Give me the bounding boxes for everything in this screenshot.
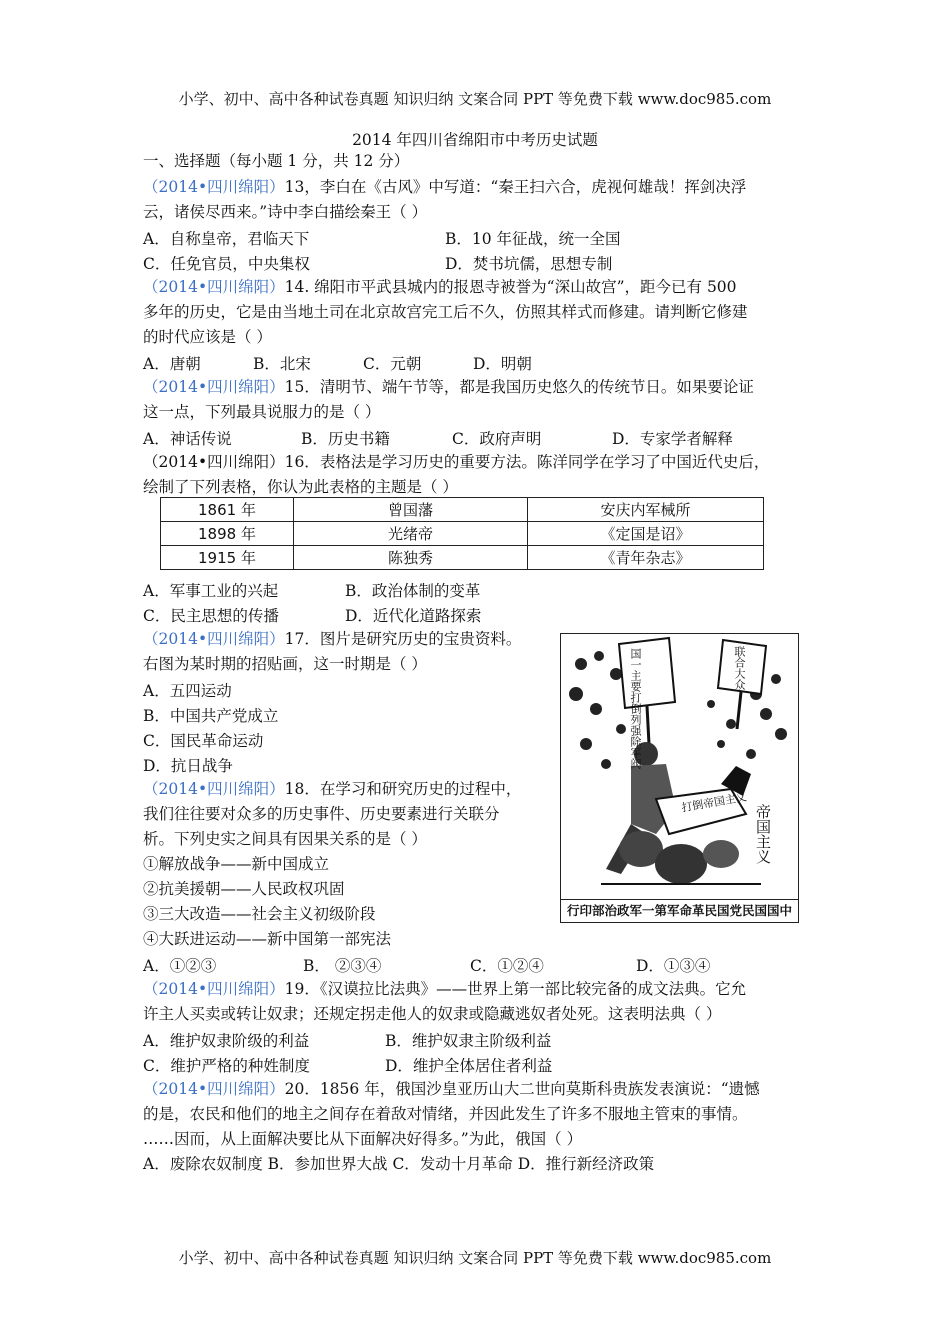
table-cell: 《青年杂志》 <box>528 546 764 570</box>
q17-source: （2014•四川绵阳） <box>143 630 285 648</box>
q14-line-1 <box>143 277 737 297</box>
q20-text-1: 20．1856 年，俄国沙皇亚历山大二世向莫斯科贵族发表演说：“遗憾 <box>284 1080 760 1098</box>
q16-option-a[interactable]: A．军事工业的兴起 <box>143 582 279 600</box>
table-row <box>161 498 764 522</box>
q17-text-1: 17．图片是研究历史的宝贵资料。 <box>284 630 522 648</box>
q19-text-1: 19．《汉谟拉比法典》——世界上第一部比较完备的成文法典。它允 <box>284 980 747 998</box>
poster-banner: 打倒帝国主义 <box>680 790 748 815</box>
q18-source: （2014•四川绵阳） <box>143 780 285 798</box>
q17-line-1 <box>143 629 521 649</box>
q15-text-1: 15．清明节、端午节等，都是我国历史悠久的传统节日。如果要论证 <box>284 378 754 396</box>
table-cell: 1915 年 <box>161 546 294 570</box>
q17-option-b[interactable]: B．中国共产党成立 <box>143 707 279 725</box>
q18-option-a[interactable]: A．①②③ <box>143 957 217 975</box>
q18-item-2: ②抗美援朝——人民政权巩固 <box>143 880 345 898</box>
q19-line-1 <box>143 979 746 999</box>
q14-option-a[interactable]: A．唐朝 <box>143 355 201 373</box>
table-cell: 曾国藩 <box>294 498 528 522</box>
q14-line-2: 多年的历史，它是由当地土司在北京故宫完工后不久，仿照其样式而修建。请判断它修建 <box>143 303 748 321</box>
q13-option-a[interactable]: A．自称皇帝，君临天下 <box>143 230 310 248</box>
q18-option-d[interactable]: D．①③④ <box>636 957 711 975</box>
q18-item-4: ④大跃进运动——新中国第一部宪法 <box>143 930 392 948</box>
q13-option-d[interactable]: D．焚书坑儒，思想专制 <box>445 255 613 273</box>
q20-line-1 <box>143 1079 760 1099</box>
q14-option-b[interactable]: B．北宋 <box>253 355 311 373</box>
q15-option-c[interactable]: C．政府声明 <box>452 430 542 448</box>
q15-option-a[interactable]: A．神话传说 <box>143 430 232 448</box>
q16-option-c[interactable]: C．民主思想的传播 <box>143 607 279 625</box>
table-cell: 《定国是诏》 <box>528 522 764 546</box>
q14-option-d[interactable]: D．明朝 <box>473 355 532 373</box>
table-cell: 陈独秀 <box>294 546 528 570</box>
q18-item-1: ①解放战争——新中国成立 <box>143 855 330 873</box>
q14-source: （2014•四川绵阳） <box>143 278 285 296</box>
q18-option-b[interactable]: B． ②③④ <box>303 957 382 975</box>
q18-line-2: 我们往往要对众多的历史事件、历史要素进行关联分 <box>143 805 500 823</box>
q19-line-2: 许主人买卖或转让奴隶；还规定拐走他人的奴隶或隐藏逃奴者处死。这表明法典（ ） <box>143 1005 722 1023</box>
q14-text-1: 14. 绵阳市平武县城内的报恩寺被誉为“深山故宫”，距今已有 500 <box>284 278 737 296</box>
table-cell: 1861 年 <box>161 498 294 522</box>
q13-text-1: 13，李白在《古风》中写道：“秦王扫六合，虎视何雄哉！挥剑决浮 <box>284 178 747 196</box>
poster-caption: 行印部治政军一第军命革民国党民国国中 <box>561 899 798 922</box>
q15-line-1 <box>143 377 754 397</box>
propaganda-poster <box>560 633 799 923</box>
q13-option-b[interactable]: B．10 年征战，统一全国 <box>445 230 621 248</box>
q15-line-2: 这一点，下列最具说服力的是（ ） <box>143 403 381 421</box>
q17-line-2: 右图为某时期的招贴画，这一时期是（ ） <box>143 655 427 673</box>
q15-option-b[interactable]: B．历史书籍 <box>301 430 390 448</box>
q18-text-1: 18．在学习和研究历史的过程中， <box>284 780 522 798</box>
table-row <box>161 546 764 570</box>
q20-line-2: 的是，农民和他们的地主之间存在着敌对情绪，并因此发生了许多不服地主管束的事情。 <box>143 1105 748 1123</box>
page-title: 2014 年四川省绵阳市中考历史试题 <box>352 131 598 149</box>
q13-option-c[interactable]: C．任免官员，中央集权 <box>143 255 310 273</box>
q19-option-a[interactable]: A．维护奴隶阶级的利益 <box>143 1032 310 1050</box>
section-heading: 一、选择题（每小题 1 分，共 12 分） <box>143 152 410 170</box>
q20-line-3: ……因而，从上面解决要比从下面解决好得多。”为此，俄国（ ） <box>143 1130 583 1148</box>
q18-option-c[interactable]: C．①②④ <box>470 957 544 975</box>
poster-sign-2: 联合大众 <box>733 646 746 690</box>
q20-options[interactable]: A．废除农奴制度 B．参加世界大战 C．发动十月革命 D．推行新经济政策 <box>143 1155 655 1173</box>
q16-option-d[interactable]: D．近代化道路探索 <box>345 607 482 625</box>
q17-option-c[interactable]: C．国民革命运动 <box>143 732 264 750</box>
q16-table <box>160 497 764 570</box>
page-footer: 小学、初中、高中各种试卷真题 知识归纳 文案合同 PPT 等免费下载 www.doc985.com <box>178 1249 772 1267</box>
q20-source: （2014•四川绵阳） <box>143 1080 285 1098</box>
q13-source: （2014•四川绵阳） <box>143 178 285 196</box>
q14-line-3: 的时代应该是（ ） <box>143 328 272 346</box>
q19-option-d[interactable]: D．维护全体居住者利益 <box>385 1057 553 1075</box>
q19-source: （2014•四川绵阳） <box>143 980 285 998</box>
q15-source: （2014•四川绵阳） <box>143 378 285 396</box>
poster-sign-1: 国一主要打倒列强除军阀 <box>629 648 642 769</box>
poster-side-label: 帝国主义 <box>754 804 772 864</box>
table-cell: 光绪帝 <box>294 522 528 546</box>
q18-line-1 <box>143 779 521 799</box>
q14-option-c[interactable]: C．元朝 <box>363 355 422 373</box>
page-header: 小学、初中、高中各种试卷真题 知识归纳 文案合同 PPT 等免费下载 www.doc985.com <box>178 90 772 108</box>
q19-option-b[interactable]: B．维护奴隶主阶级利益 <box>385 1032 552 1050</box>
q13-line-2: 云，诸侯尽西来。”诗中李白描绘秦王（ ） <box>143 203 428 221</box>
q17-option-d[interactable]: D．抗日战争 <box>143 757 233 775</box>
q17-option-a[interactable]: A．五四运动 <box>143 682 232 700</box>
q16-option-b[interactable]: B．政治体制的变革 <box>345 582 481 600</box>
q16-line-2: 绘制了下列表格，你认为此表格的主题是（ ） <box>143 478 458 496</box>
q18-item-3: ③三大改造——社会主义初级阶段 <box>143 905 376 923</box>
table-row <box>161 522 764 546</box>
q13-line-1 <box>143 177 746 197</box>
q18-line-3: 析。下列史实之间具有因果关系的是（ ） <box>143 830 427 848</box>
table-cell: 1898 年 <box>161 522 294 546</box>
q16-line-1: （2014•四川绵阳）16．表格法是学习历史的重要方法。陈洋同学在学习了中国近代史后， <box>143 453 770 471</box>
table-cell: 安庆内军械所 <box>528 498 764 522</box>
q19-option-c[interactable]: C．维护严格的种姓制度 <box>143 1057 310 1075</box>
q15-option-d[interactable]: D．专家学者解释 <box>612 430 733 448</box>
